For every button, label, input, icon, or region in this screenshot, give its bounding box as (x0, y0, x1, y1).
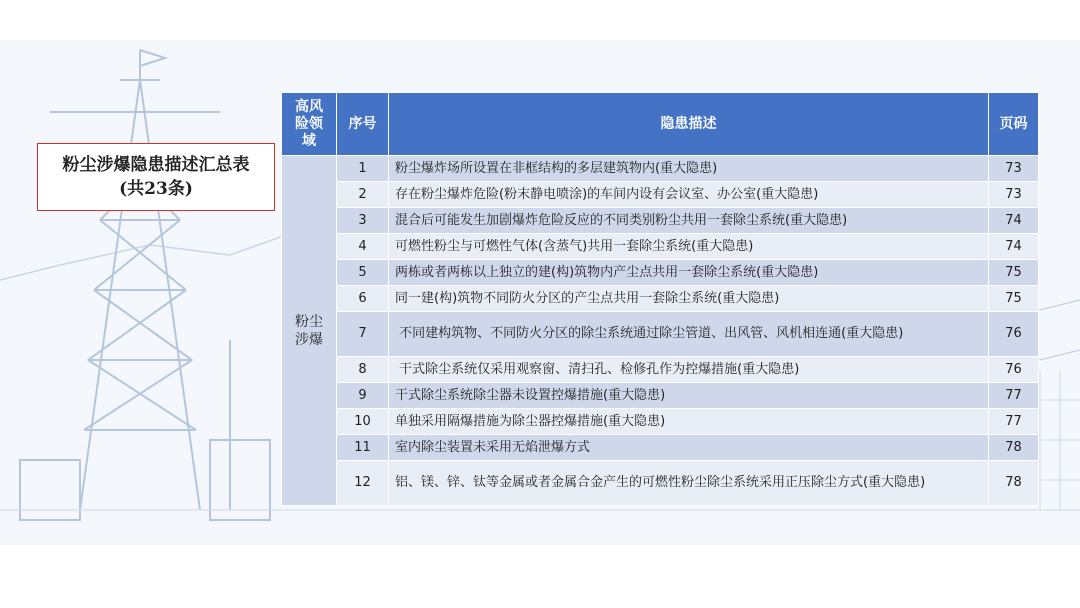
row-page: 74 (989, 208, 1039, 234)
row-page: 75 (989, 286, 1039, 312)
hazard-summary-table (281, 92, 1039, 506)
table-row (282, 435, 1039, 461)
row-number: 5 (337, 260, 389, 286)
header-page: 页码 (989, 93, 1039, 156)
row-description: 干式除尘系统仅采用观察窗、清扫孔、检修孔作为控爆措施(重大隐患) (389, 357, 989, 383)
row-number: 2 (337, 182, 389, 208)
row-description: 粉尘爆炸场所设置在非框结构的多层建筑物内(重大隐患) (389, 156, 989, 182)
row-number: 7 (337, 312, 389, 357)
table-row (282, 461, 1039, 506)
row-number: 12 (337, 461, 389, 506)
row-description: 可燃性粉尘与可燃性气体(含蒸气)共用一套除尘系统(重大隐患) (389, 234, 989, 260)
table-row (282, 357, 1039, 383)
row-page: 76 (989, 357, 1039, 383)
row-description: 存在粉尘爆炸危险(粉末静电喷涂)的车间内设有会议室、办公室(重大隐患) (389, 182, 989, 208)
row-description: 室内除尘装置未采用无焰泄爆方式 (389, 435, 989, 461)
row-page: 75 (989, 260, 1039, 286)
row-page: 76 (989, 312, 1039, 357)
table-row (282, 208, 1039, 234)
row-description: 同一建(构)筑物不同防火分区的产尘点共用一套除尘系统(重大隐患) (389, 286, 989, 312)
header-number: 序号 (337, 93, 389, 156)
row-number: 9 (337, 383, 389, 409)
row-description: 干式除尘系统除尘器未设置控爆措施(重大隐患) (389, 383, 989, 409)
row-page: 73 (989, 182, 1039, 208)
table-row (282, 383, 1039, 409)
row-page: 77 (989, 383, 1039, 409)
table-row (282, 234, 1039, 260)
table-row (282, 260, 1039, 286)
table-header-row (282, 93, 1039, 156)
row-number: 11 (337, 435, 389, 461)
row-number: 4 (337, 234, 389, 260)
summary-title-box (37, 143, 275, 211)
table-row (282, 312, 1039, 357)
table-row (282, 156, 1039, 182)
slide (0, 40, 1080, 545)
row-page: 73 (989, 156, 1039, 182)
row-page: 77 (989, 409, 1039, 435)
header-domain: 高风险领域 (282, 93, 337, 156)
row-description: 混合后可能发生加剧爆炸危险反应的不同类别粉尘共用一套除尘系统(重大隐患) (389, 208, 989, 234)
title-main: 粉尘涉爆隐患描述汇总表 (62, 155, 250, 175)
row-number: 3 (337, 208, 389, 234)
header-description: 隐患描述 (389, 93, 989, 156)
row-number: 6 (337, 286, 389, 312)
row-description: 铝、镁、锌、钛等金属或者金属合金产生的可燃性粉尘除尘系统采用正压除尘方式(重大隐患) (389, 461, 989, 506)
row-description: 两栋或者两栋以上独立的建(构)筑物内产尘点共用一套除尘系统(重大隐患) (389, 260, 989, 286)
table-row (282, 182, 1039, 208)
table-row (282, 286, 1039, 312)
row-page: 74 (989, 234, 1039, 260)
row-page: 78 (989, 435, 1039, 461)
domain-cell: 粉尘涉爆 (282, 156, 337, 506)
row-number: 10 (337, 409, 389, 435)
row-page: 78 (989, 461, 1039, 506)
row-number: 1 (337, 156, 389, 182)
row-description: 不同建构筑物、不同防火分区的除尘系统通过除尘管道、出风管、风机相连通(重大隐患) (389, 312, 989, 357)
row-number: 8 (337, 357, 389, 383)
table-row (282, 409, 1039, 435)
row-description: 单独采用隔爆措施为除尘器控爆措施(重大隐患) (389, 409, 989, 435)
title-count: (共23条) (119, 179, 193, 199)
